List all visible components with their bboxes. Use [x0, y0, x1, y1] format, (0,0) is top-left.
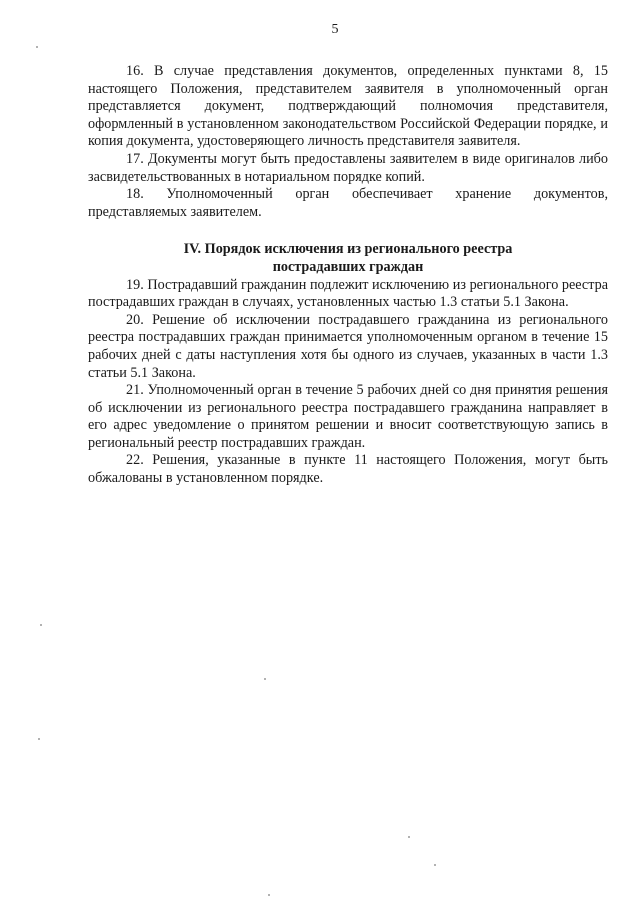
paragraph-16: 16. В случае представления документов, определенных пунктами 8, 15 настоящего Положения, представителем заявителя в уполномоченный орган представляется документ, подтверждающий полномочия представителя, оформленный в установленном законодательством Российской Федерации порядке, и копия документа, удостоверяющего личность представителя заявителя. — [88, 63, 608, 150]
document-body — [88, 63, 608, 488]
paragraph-18: 18. Уполномоченный орган обеспечивает хранение документов, представляемых заявителем. — [88, 186, 608, 220]
section-title-line2: пострадавших граждан — [272, 258, 424, 275]
scan-speck — [38, 738, 40, 740]
scan-speck — [434, 864, 436, 866]
section-heading — [88, 241, 608, 276]
paragraph-21: 21. Уполномоченный орган в течение 5 рабочих дней со дня принятия решения об исключении из регионального реестра пострадавшего гражданина направляет в его адрес уведомление о принятом решении и вносит соответствующую запись в региональный реестр пострадавших граждан. — [88, 382, 608, 451]
page-number: 5 — [331, 22, 339, 37]
scan-speck — [408, 836, 410, 838]
paragraph-17: 17. Документы могут быть предоставлены заявителем в виде оригиналов либо засвидетельствованных в нотариальном порядке копий. — [88, 150, 608, 185]
scan-speck — [264, 678, 266, 680]
scan-speck — [40, 624, 42, 626]
paragraph-19: 19. Пострадавший гражданин подлежит исключению из регионального реестра пострадавших граждан в случаях, установленных частью 1.3 статьи 5.1 Закона. — [88, 276, 608, 311]
paragraph-22: 22. Решения, указанные в пункте 11 настоящего Положения, могут быть обжалованы в установленном порядке. — [88, 452, 608, 487]
scan-speck — [268, 894, 270, 896]
scan-speck — [36, 46, 38, 48]
paragraph-20: 20. Решение об исключении пострадавшего гражданина из регионального реестра пострадавших граждан принимается уполномоченным органом в течение 15 рабочих дней с даты наступления хотя бы одного из случаев, указанных в части 1.3 статьи 5.1 Закона. — [88, 311, 608, 381]
section-title-line1: IV. Порядок исключения из регионального реестра — [183, 241, 513, 258]
